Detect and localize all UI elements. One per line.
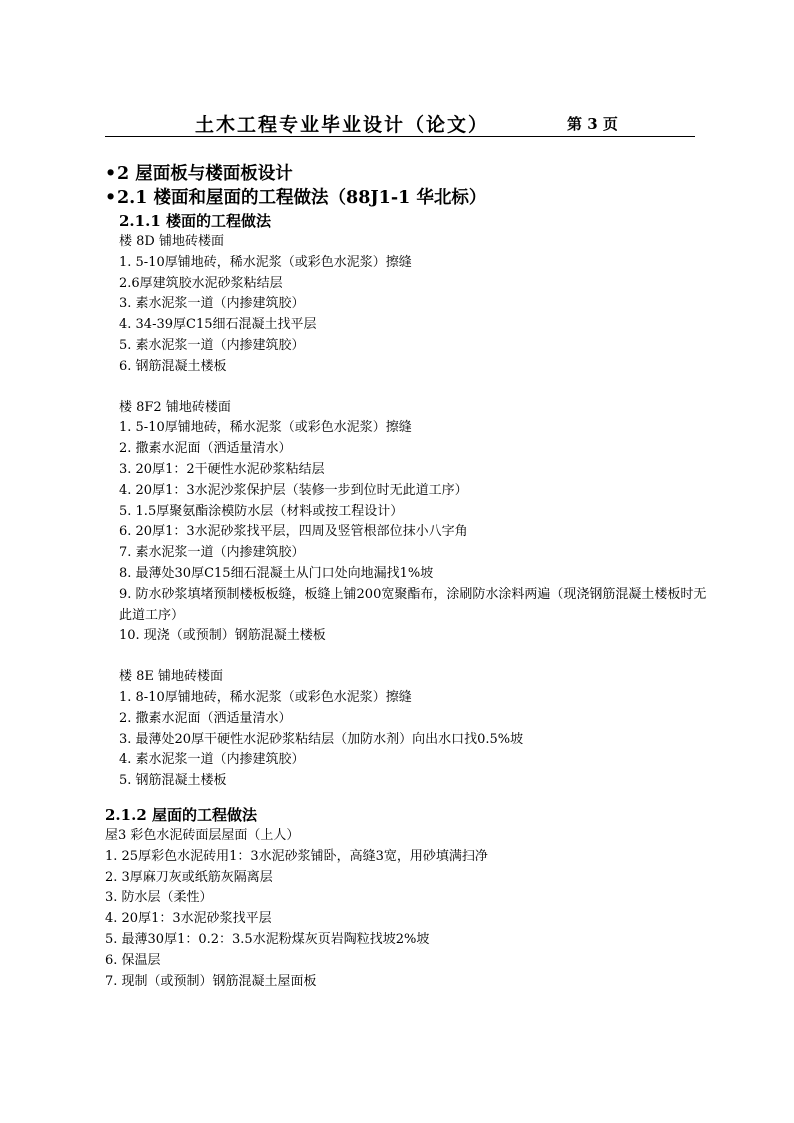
heading-2-1-text: 2.1 楼面和屋面的工程做法（88J1-1 华北标） xyxy=(117,188,487,208)
list-item: 5. 最薄30厚1：0.2：3.5水泥粉煤灰页岩陶粒找坡2%坡 xyxy=(105,931,430,947)
spacer xyxy=(105,792,725,804)
floor-8f2-title: 楼 8F2 铺地砖楼面 xyxy=(119,399,231,415)
list-item: 7. 现制（或预制）钢筋混凝土屋面板 xyxy=(105,973,317,989)
heading-2-1 xyxy=(105,186,725,210)
list-item: 4. 20厚1：3水泥砂浆找平层 xyxy=(105,911,272,927)
heading-2-1-2: 2.1.2 屋面的工程做法 xyxy=(105,805,257,824)
heading-2-text: 2 屋面板与楼面板设计 xyxy=(117,164,293,184)
list-item: 5. 素水泥浆一道（内掺建筑胶） xyxy=(119,337,305,353)
list-item: 5. 钢筋混凝土楼板 xyxy=(119,773,227,789)
bullet-icon: • xyxy=(105,188,117,208)
header-page-number: 第 3 页 xyxy=(567,115,618,133)
list-item: 6. 钢筋混凝土楼板 xyxy=(119,358,227,374)
list-item: 2.6厚建筑胶水泥砂浆粘结层 xyxy=(119,275,283,291)
floor-8d-title: 楼 8D 铺地砖楼面 xyxy=(119,234,224,249)
spacer xyxy=(119,378,725,398)
list-item: 4. 素水泥浆一道（内掺建筑胶） xyxy=(119,752,305,768)
list-item: 10. 现浇（或预制）钢筋混凝土楼板 xyxy=(119,628,326,644)
list-item: 3. 素水泥浆一道（内掺建筑胶） xyxy=(119,296,305,312)
list-item: 3. 20厚1：2干硬性水泥砂浆粘结层 xyxy=(119,461,325,477)
heading-2 xyxy=(105,162,725,186)
heading-2-1-1: 2.1.1 楼面的工程做法 xyxy=(119,212,271,230)
header-title: 土木工程专业毕业设计（论文） xyxy=(195,114,490,136)
list-item: 7. 素水泥浆一道（内掺建筑胶） xyxy=(119,545,305,561)
list-item: 1. 5-10厚铺地砖，稀水泥浆（或彩色水泥浆）擦缝 xyxy=(119,420,412,436)
spacer xyxy=(119,647,725,667)
bullet-icon: • xyxy=(105,164,117,184)
list-item: 4. 20厚1：3水泥沙浆保护层（装修一步到位时无此道工序） xyxy=(119,482,468,498)
floor-8e-title: 楼 8E 铺地砖楼面 xyxy=(119,669,224,685)
list-item: 9. 防水砂浆填堵预制楼板板缝，板缝上铺200宽聚酯布，涂刷防水涂料两遍（现浇钢筋混凝土楼板时无此道工序） xyxy=(119,586,707,623)
list-item: 1. 8-10厚铺地砖，稀水泥浆（或彩色水泥浆）擦缝 xyxy=(119,689,412,705)
roof-3-title: 屋3 彩色水泥砖面层屋面（上人） xyxy=(105,827,300,843)
list-item: 1. 25厚彩色水泥砖用1：3水泥砂浆铺卧，高缝3宽，用砂填满扫净 xyxy=(105,848,488,864)
list-item: 4. 34-39厚C15细石混凝土找平层 xyxy=(119,317,317,333)
list-item: 8. 最薄处30厚C15细石混凝土从门口处向地漏找1%坡 xyxy=(119,565,434,581)
section-2-1-1 xyxy=(105,210,725,792)
page-header xyxy=(105,110,695,137)
list-item: 2. 3厚麻刀灰或纸筋灰隔离层 xyxy=(105,869,273,885)
list-item: 2. 撒素水泥面（洒适量清水） xyxy=(119,441,292,457)
list-item: 1. 5-10厚铺地砖，稀水泥浆（或彩色水泥浆）擦缝 xyxy=(119,254,412,270)
list-item: 2. 撒素水泥面（洒适量清水） xyxy=(119,710,292,726)
list-item: 5. 1.5厚聚氨酯涂模防水层（材料或按工程设计） xyxy=(119,503,404,519)
document-body xyxy=(105,162,725,992)
list-item: 3. 防水层（柔性） xyxy=(105,890,213,906)
list-item: 6. 保温层 xyxy=(105,952,161,968)
list-item: 3. 最薄处20厚干硬性水泥砂浆粘结层（加防水剂）向出水口找0.5%坡 xyxy=(119,731,524,747)
list-item: 6. 20厚1：3水泥砂浆找平层，四周及竖管根部位抹小八字角 xyxy=(119,524,468,540)
